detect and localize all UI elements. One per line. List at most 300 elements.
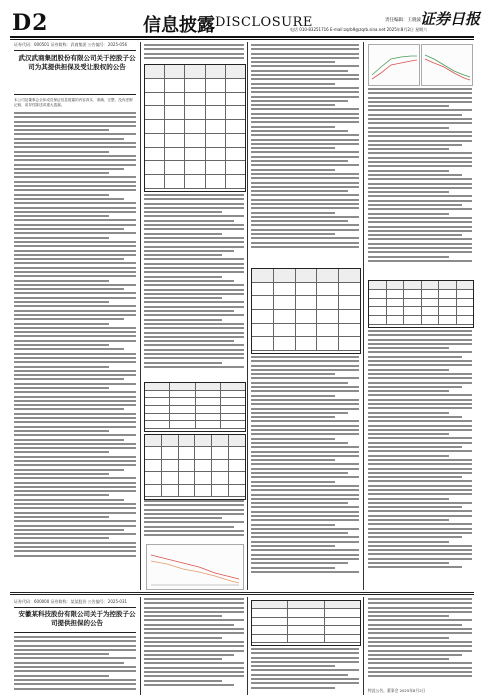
text-line: [251, 682, 359, 684]
body-text-col4-top: [368, 88, 472, 276]
text-line: [368, 459, 472, 461]
table-cell: [325, 635, 360, 642]
table-cell: [185, 65, 205, 78]
table-cell: [369, 316, 387, 324]
table-cell: [317, 337, 339, 350]
text-line: [144, 207, 244, 209]
table-cell: [422, 281, 440, 289]
text-line: [368, 260, 472, 262]
chart-line: [151, 555, 239, 579]
text-line: [14, 520, 136, 522]
table-cell: [404, 290, 422, 298]
table-row: [145, 79, 245, 93]
text-line: [251, 549, 359, 551]
text-line: [14, 198, 124, 200]
footer-note: 特此公告。董事会 2025年8月2日: [368, 688, 426, 693]
text-line: [368, 339, 472, 341]
table-cell: [145, 447, 162, 458]
text-line: [368, 662, 472, 664]
text-line: [368, 382, 472, 384]
text-line: [368, 165, 472, 167]
text-line: [251, 494, 359, 496]
table-cell: [274, 337, 296, 350]
table-cell: [229, 435, 245, 446]
text-line: [14, 121, 136, 123]
table-cell: [422, 299, 440, 307]
text-line: [368, 347, 449, 349]
text-line: [368, 377, 472, 379]
text-line: [251, 134, 359, 136]
text-line: [14, 546, 136, 548]
table-row: [145, 120, 245, 134]
text-line: [368, 476, 462, 478]
text-line: [368, 157, 472, 159]
text-line: [14, 374, 136, 376]
text-line: [14, 318, 124, 320]
bottom-body-col1: [14, 636, 136, 694]
text-line: [368, 238, 472, 240]
table-row: [145, 93, 245, 107]
text-line: [14, 327, 136, 329]
text-line: [368, 658, 449, 660]
table-cell: [317, 269, 339, 282]
text-line: [368, 645, 472, 647]
text-line: [368, 598, 472, 600]
table-cell: [195, 472, 212, 483]
table-cell: [229, 472, 245, 483]
text-line: [251, 386, 359, 388]
text-line: [144, 44, 244, 46]
table-cell: [325, 601, 360, 608]
table-cell: [145, 148, 165, 161]
text-line: [251, 57, 359, 59]
table-cell: [339, 324, 360, 337]
text-line: [14, 353, 136, 355]
column-divider: [363, 42, 364, 590]
text-line: [251, 408, 359, 410]
text-line: [14, 151, 109, 153]
table-cell: [145, 406, 170, 413]
column-divider: [140, 42, 141, 590]
text-line: [14, 164, 136, 166]
table-cell: [195, 435, 212, 446]
table-cell: [170, 398, 195, 405]
section-divider: [10, 594, 474, 595]
text-line: [251, 377, 359, 379]
text-line: [368, 541, 449, 543]
text-line: [144, 271, 244, 273]
text-line: [251, 207, 359, 209]
text-line: [14, 189, 136, 191]
text-line: [251, 139, 359, 141]
text-line: [144, 366, 244, 368]
text-line: [144, 306, 244, 308]
text-line: [251, 53, 359, 55]
text-line: [14, 383, 136, 385]
text-line: [251, 100, 348, 102]
text-line: [368, 122, 472, 124]
text-line: [251, 446, 359, 448]
table-row: [145, 148, 245, 162]
table-cell: [457, 290, 474, 298]
text-line: [14, 417, 136, 419]
text-line: [368, 356, 462, 358]
text-line: [14, 288, 124, 290]
text-line: [14, 507, 136, 509]
text-line: [251, 117, 359, 119]
body-text-col3-low: [251, 356, 359, 588]
table-cell: [145, 421, 170, 428]
body-text-col2-top: [144, 44, 244, 62]
table-cell: [252, 635, 288, 642]
table-cell: [145, 175, 165, 188]
table-row: [369, 316, 473, 325]
column-divider: [247, 597, 248, 695]
article-title: 武汉武商集团股份有限公司关于控股子公司为其提供担保及受让股权的公告: [18, 54, 136, 71]
table-row: [369, 290, 473, 299]
text-line: [14, 683, 136, 685]
text-line: [144, 598, 244, 600]
table-cell: [185, 161, 205, 174]
text-line: [14, 344, 109, 346]
table-cell: [252, 283, 274, 296]
text-line: [251, 661, 359, 663]
table-cell: [145, 435, 162, 446]
table-cell: [195, 447, 212, 458]
table-cell: [212, 447, 229, 458]
text-line: [251, 190, 348, 192]
text-line: [251, 96, 359, 98]
text-line: [14, 275, 136, 277]
table-cell: [145, 134, 165, 147]
table-cell: [296, 310, 318, 323]
text-line: [368, 442, 472, 444]
text-line: [368, 510, 472, 512]
table-cell: [369, 307, 387, 315]
text-line: [14, 211, 136, 213]
text-line: [251, 652, 359, 654]
text-line: [14, 666, 136, 668]
text-line: [251, 455, 359, 457]
text-line: [368, 429, 472, 431]
table-row: [252, 609, 360, 617]
text-line: [14, 421, 136, 423]
text-line: [368, 247, 472, 249]
table-cell: [165, 93, 185, 106]
text-line: [251, 429, 359, 431]
text-line: [144, 353, 244, 355]
table-cell: [439, 307, 457, 315]
text-line: [144, 246, 244, 248]
editor-credit: 责任编辑：王晓波: [385, 18, 421, 23]
text-line: [251, 78, 359, 80]
text-line: [368, 519, 449, 521]
text-line: [14, 258, 124, 260]
table-cell: [212, 460, 229, 471]
text-line: [144, 323, 244, 325]
text-line: [14, 305, 136, 307]
page-number: D2: [12, 10, 49, 36]
text-line: [144, 211, 222, 213]
table-cell: [162, 447, 179, 458]
table-cell: [145, 460, 162, 471]
text-line: [251, 360, 359, 362]
column-divider: [247, 42, 248, 590]
text-line: [144, 254, 222, 256]
table-cell: [226, 161, 245, 174]
text-line: [368, 502, 472, 504]
table-cell: [252, 609, 288, 616]
table-cell: [457, 307, 474, 315]
table-cell: [422, 307, 440, 315]
table-cell: [170, 414, 195, 421]
text-line: [14, 340, 136, 342]
guarantee-table-3: [144, 434, 246, 500]
text-line: [251, 182, 359, 184]
table-cell: [206, 134, 226, 147]
text-line: [251, 498, 359, 500]
text-line: [368, 187, 472, 189]
text-line: [144, 521, 244, 523]
text-line: [144, 504, 244, 506]
text-line: [14, 335, 136, 337]
text-line: [368, 472, 472, 474]
text-line: [251, 365, 359, 367]
guarantee-table-2: [144, 382, 246, 432]
section-subtitle: DISCLOSURE: [215, 15, 313, 30]
text-line: [144, 280, 234, 282]
text-line: [368, 144, 462, 146]
text-line: [251, 438, 335, 440]
guarantee-table-4: [251, 268, 361, 354]
article-title-rule: [14, 50, 136, 51]
text-line: [368, 390, 449, 392]
text-line: [368, 183, 472, 185]
text-line: [14, 542, 136, 544]
text-line: [14, 361, 136, 363]
text-line: [144, 619, 244, 621]
text-line: [14, 451, 109, 453]
table-cell: [145, 383, 170, 390]
text-line: [144, 327, 244, 329]
text-line: [251, 121, 359, 123]
text-line: [368, 407, 472, 409]
text-line: [368, 624, 462, 626]
table-cell: [206, 120, 226, 133]
text-line: [144, 654, 234, 656]
text-line: [251, 554, 359, 556]
text-line: [368, 498, 449, 500]
text-line: [368, 178, 472, 180]
text-line: [144, 671, 244, 673]
table-cell: [170, 383, 195, 390]
table-row: [145, 472, 245, 484]
text-line: [14, 482, 136, 484]
text-line: [251, 143, 359, 145]
table-cell: [387, 307, 405, 315]
table-cell: [274, 283, 296, 296]
text-line: [14, 181, 136, 183]
article-lead: 本公司及董事会全体成员保证信息披露的内容真实、准确、完整，没有虚假记载、误导性陈述或重大遗漏。: [14, 98, 133, 107]
text-line: [144, 310, 234, 312]
text-line: [368, 545, 472, 547]
text-line: [368, 549, 472, 551]
text-line: [368, 200, 472, 202]
text-line: [14, 555, 136, 557]
bottom-body-col3: [251, 648, 359, 694]
text-line: [144, 680, 222, 682]
text-line: [368, 131, 472, 133]
text-line: [368, 632, 472, 634]
text-line: [251, 567, 335, 569]
table-cell: [422, 316, 440, 324]
body-text-col4-low: [368, 330, 472, 588]
table-cell: [162, 472, 179, 483]
table-cell: [145, 398, 170, 405]
chart-line: [372, 56, 417, 75]
text-line: [251, 186, 359, 188]
table-row: [369, 299, 473, 308]
body-text-col3-top: [251, 44, 359, 264]
text-line: [368, 468, 472, 470]
text-line: [14, 215, 109, 217]
text-line: [14, 645, 136, 647]
text-line: [368, 446, 462, 448]
text-line: [144, 684, 234, 686]
text-line: [14, 297, 136, 299]
table-cell: [369, 290, 387, 298]
text-line: [144, 233, 222, 235]
table-row: [252, 601, 360, 609]
text-line: [14, 400, 136, 402]
contact-line: 电话 010-83251716 E-mail:zqrb9@zqrb.sina.net 2025年8月2日 星期六: [290, 27, 428, 32]
text-line: [251, 451, 359, 453]
text-line: [144, 336, 244, 338]
header-rule-thick: [10, 36, 474, 38]
text-line: [144, 357, 244, 359]
table-cell: [457, 316, 474, 324]
text-line: [144, 509, 244, 511]
text-line: [14, 254, 136, 256]
header-rule-thin: [10, 39, 474, 40]
table-cell: [185, 175, 205, 188]
table-cell: [274, 269, 296, 282]
table-cell: [170, 391, 195, 398]
text-line: [144, 534, 244, 536]
table-row: [145, 406, 245, 414]
text-line: [251, 506, 359, 508]
bottom-article-code-line: 证券代码：600000 证券简称：某某股份 公告编号：2025-031: [14, 599, 128, 604]
text-line: [251, 403, 359, 405]
table-cell: [145, 120, 165, 133]
table-cell: [339, 269, 360, 282]
table-cell: [179, 435, 196, 446]
text-line: [368, 343, 472, 345]
text-line: [14, 292, 136, 294]
table-cell: [404, 316, 422, 324]
text-line: [251, 489, 359, 491]
text-line: [368, 667, 472, 669]
table-cell: [206, 106, 226, 119]
bottom-article-title: 安徽某科技股份有限公司关于为控股子公司提供担保的公告: [18, 610, 136, 627]
text-line: [144, 293, 244, 295]
table-cell: [206, 175, 226, 188]
article-title-rule: [14, 632, 136, 633]
table-cell: [339, 310, 360, 323]
table-cell: [206, 65, 226, 78]
text-line: [251, 216, 359, 218]
text-line: [144, 297, 222, 299]
table-cell: [226, 79, 245, 92]
table-cell: [226, 65, 245, 78]
text-line: [368, 536, 462, 538]
table-cell: [179, 472, 196, 483]
text-line: [368, 369, 449, 371]
table-cell: [229, 460, 245, 471]
text-line: [14, 473, 109, 475]
text-line: [251, 511, 359, 513]
text-line: [368, 152, 472, 154]
table-cell: [196, 391, 221, 398]
table-cell: [252, 269, 274, 282]
table-cell: [195, 460, 212, 471]
table-cell: [185, 148, 205, 161]
text-line: [14, 533, 136, 535]
table-cell: [296, 337, 318, 350]
text-line: [144, 267, 244, 269]
table-cell: [439, 281, 457, 289]
text-line: [368, 420, 472, 422]
text-line: [251, 519, 359, 521]
text-line: [144, 289, 244, 291]
text-line: [368, 118, 472, 120]
text-line: [368, 140, 472, 142]
text-line: [251, 674, 348, 676]
text-line: [368, 654, 462, 656]
text-line: [251, 83, 335, 85]
text-line: [14, 439, 124, 441]
text-line: [14, 387, 109, 389]
text-line: [368, 532, 472, 534]
text-line: [251, 164, 359, 166]
text-line: [251, 399, 359, 401]
text-line: [144, 237, 244, 239]
text-line: [368, 114, 462, 116]
table-cell: [226, 106, 245, 119]
text-line: [144, 607, 244, 609]
table-cell: [404, 307, 422, 315]
text-line: [144, 198, 244, 200]
text-line: [14, 224, 136, 226]
text-line: [368, 523, 472, 525]
text-line: [368, 386, 462, 388]
table-row: [145, 460, 245, 472]
table-cell: [226, 148, 245, 161]
table-cell: [196, 398, 221, 405]
text-line: [14, 688, 136, 690]
table-cell: [252, 310, 274, 323]
text-line: [14, 469, 124, 471]
text-line: [251, 130, 348, 132]
table-cell: [165, 120, 185, 133]
text-line: [14, 245, 136, 247]
text-line: [368, 394, 472, 396]
text-line: [14, 404, 136, 406]
text-line: [251, 442, 348, 444]
text-line: [251, 242, 359, 244]
text-line: [368, 101, 472, 103]
table-cell: [252, 626, 288, 633]
